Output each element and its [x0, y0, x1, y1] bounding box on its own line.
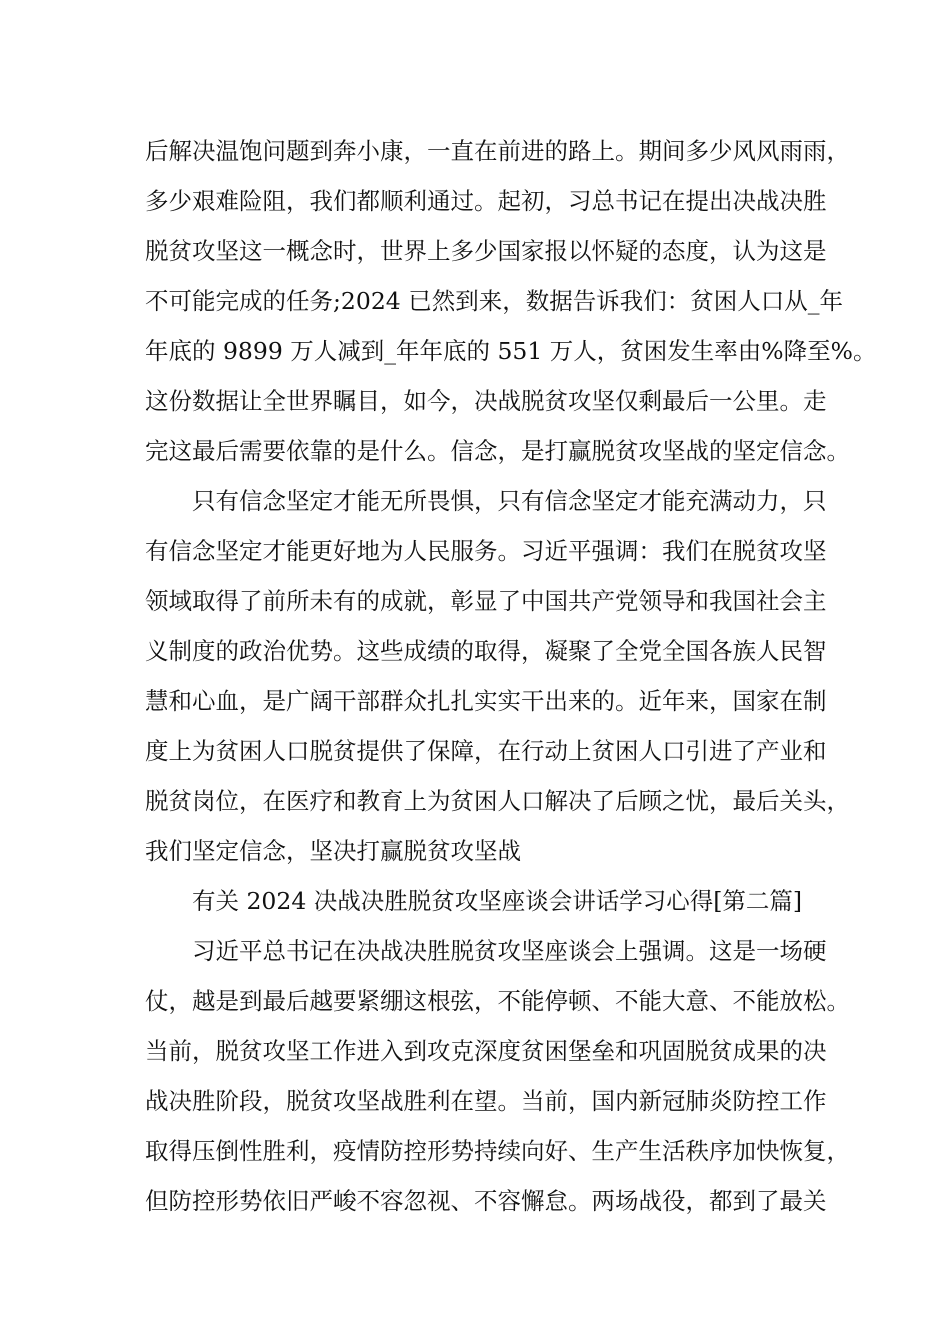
text-line: 但防控形势依旧严峻不容忽视、不容懈怠。两场战役，都到了最关: [145, 1187, 827, 1215]
text-line: 领域取得了前所未有的成就，彰显了中国共产党领导和我国社会主: [145, 587, 827, 615]
text-line: 年底的 9899 万人减到_年年底的 551 万人，贫困发生率由%降至%。: [145, 337, 877, 365]
text-line: 完这最后需要依靠的是什么。信念，是打赢脱贫攻坚战的坚定信念。: [145, 437, 850, 465]
text-line: 多少艰难险阻，我们都顺利通过。起初，习总书记在提出决战决胜: [145, 187, 827, 215]
text-line: 只有信念坚定才能无所畏惧，只有信念坚定才能充满动力，只: [192, 487, 827, 515]
section-heading: 有关 2024 决战决胜脱贫攻坚座谈会讲话学习心得[第二篇]: [192, 887, 803, 915]
text-line: 慧和心血，是广阔干部群众扎扎实实干出来的。近年来，国家在制: [145, 687, 827, 715]
text-line: 我们坚定信念，坚决打赢脱贫攻坚战: [145, 837, 521, 865]
text-line: 不可能完成的任务;2024 已然到来，数据告诉我们：贫困人口从_年: [145, 287, 843, 315]
text-line: 这份数据让全世界瞩目，如今，决战脱贫攻坚仅剩最后一公里。走: [145, 387, 827, 415]
text-line: 义制度的政治优势。这些成绩的取得，凝聚了全党全国各族人民智: [145, 637, 827, 665]
text-line: 仗，越是到最后越要紧绷这根弦，不能停顿、不能大意、不能放松。: [145, 987, 850, 1015]
text-line: 脱贫攻坚这一概念时，世界上多少国家报以怀疑的态度，认为这是: [145, 237, 827, 265]
text-line: 脱贫岗位，在医疗和教育上为贫困人口解决了后顾之忧，最后关头，: [145, 787, 850, 815]
text-line: 度上为贫困人口脱贫提供了保障，在行动上贫困人口引进了产业和: [145, 737, 827, 765]
text-line: 当前，脱贫攻坚工作进入到攻克深度贫困堡垒和巩固脱贫成果的决: [145, 1037, 827, 1065]
text-line: 后解决温饱问题到奔小康，一直在前进的路上。期间多少风风雨雨，: [145, 137, 850, 165]
text-line: 有信念坚定才能更好地为人民服务。习近平强调：我们在脱贫攻坚: [145, 537, 827, 565]
text-line: 习近平总书记在决战决胜脱贫攻坚座谈会上强调。这是一场硬: [192, 937, 827, 965]
text-line: 战决胜阶段，脱贫攻坚战胜利在望。当前，国内新冠肺炎防控工作: [145, 1087, 827, 1115]
text-line: 取得压倒性胜利，疫情防控形势持续向好、生产生活秩序加快恢复，: [145, 1137, 850, 1165]
